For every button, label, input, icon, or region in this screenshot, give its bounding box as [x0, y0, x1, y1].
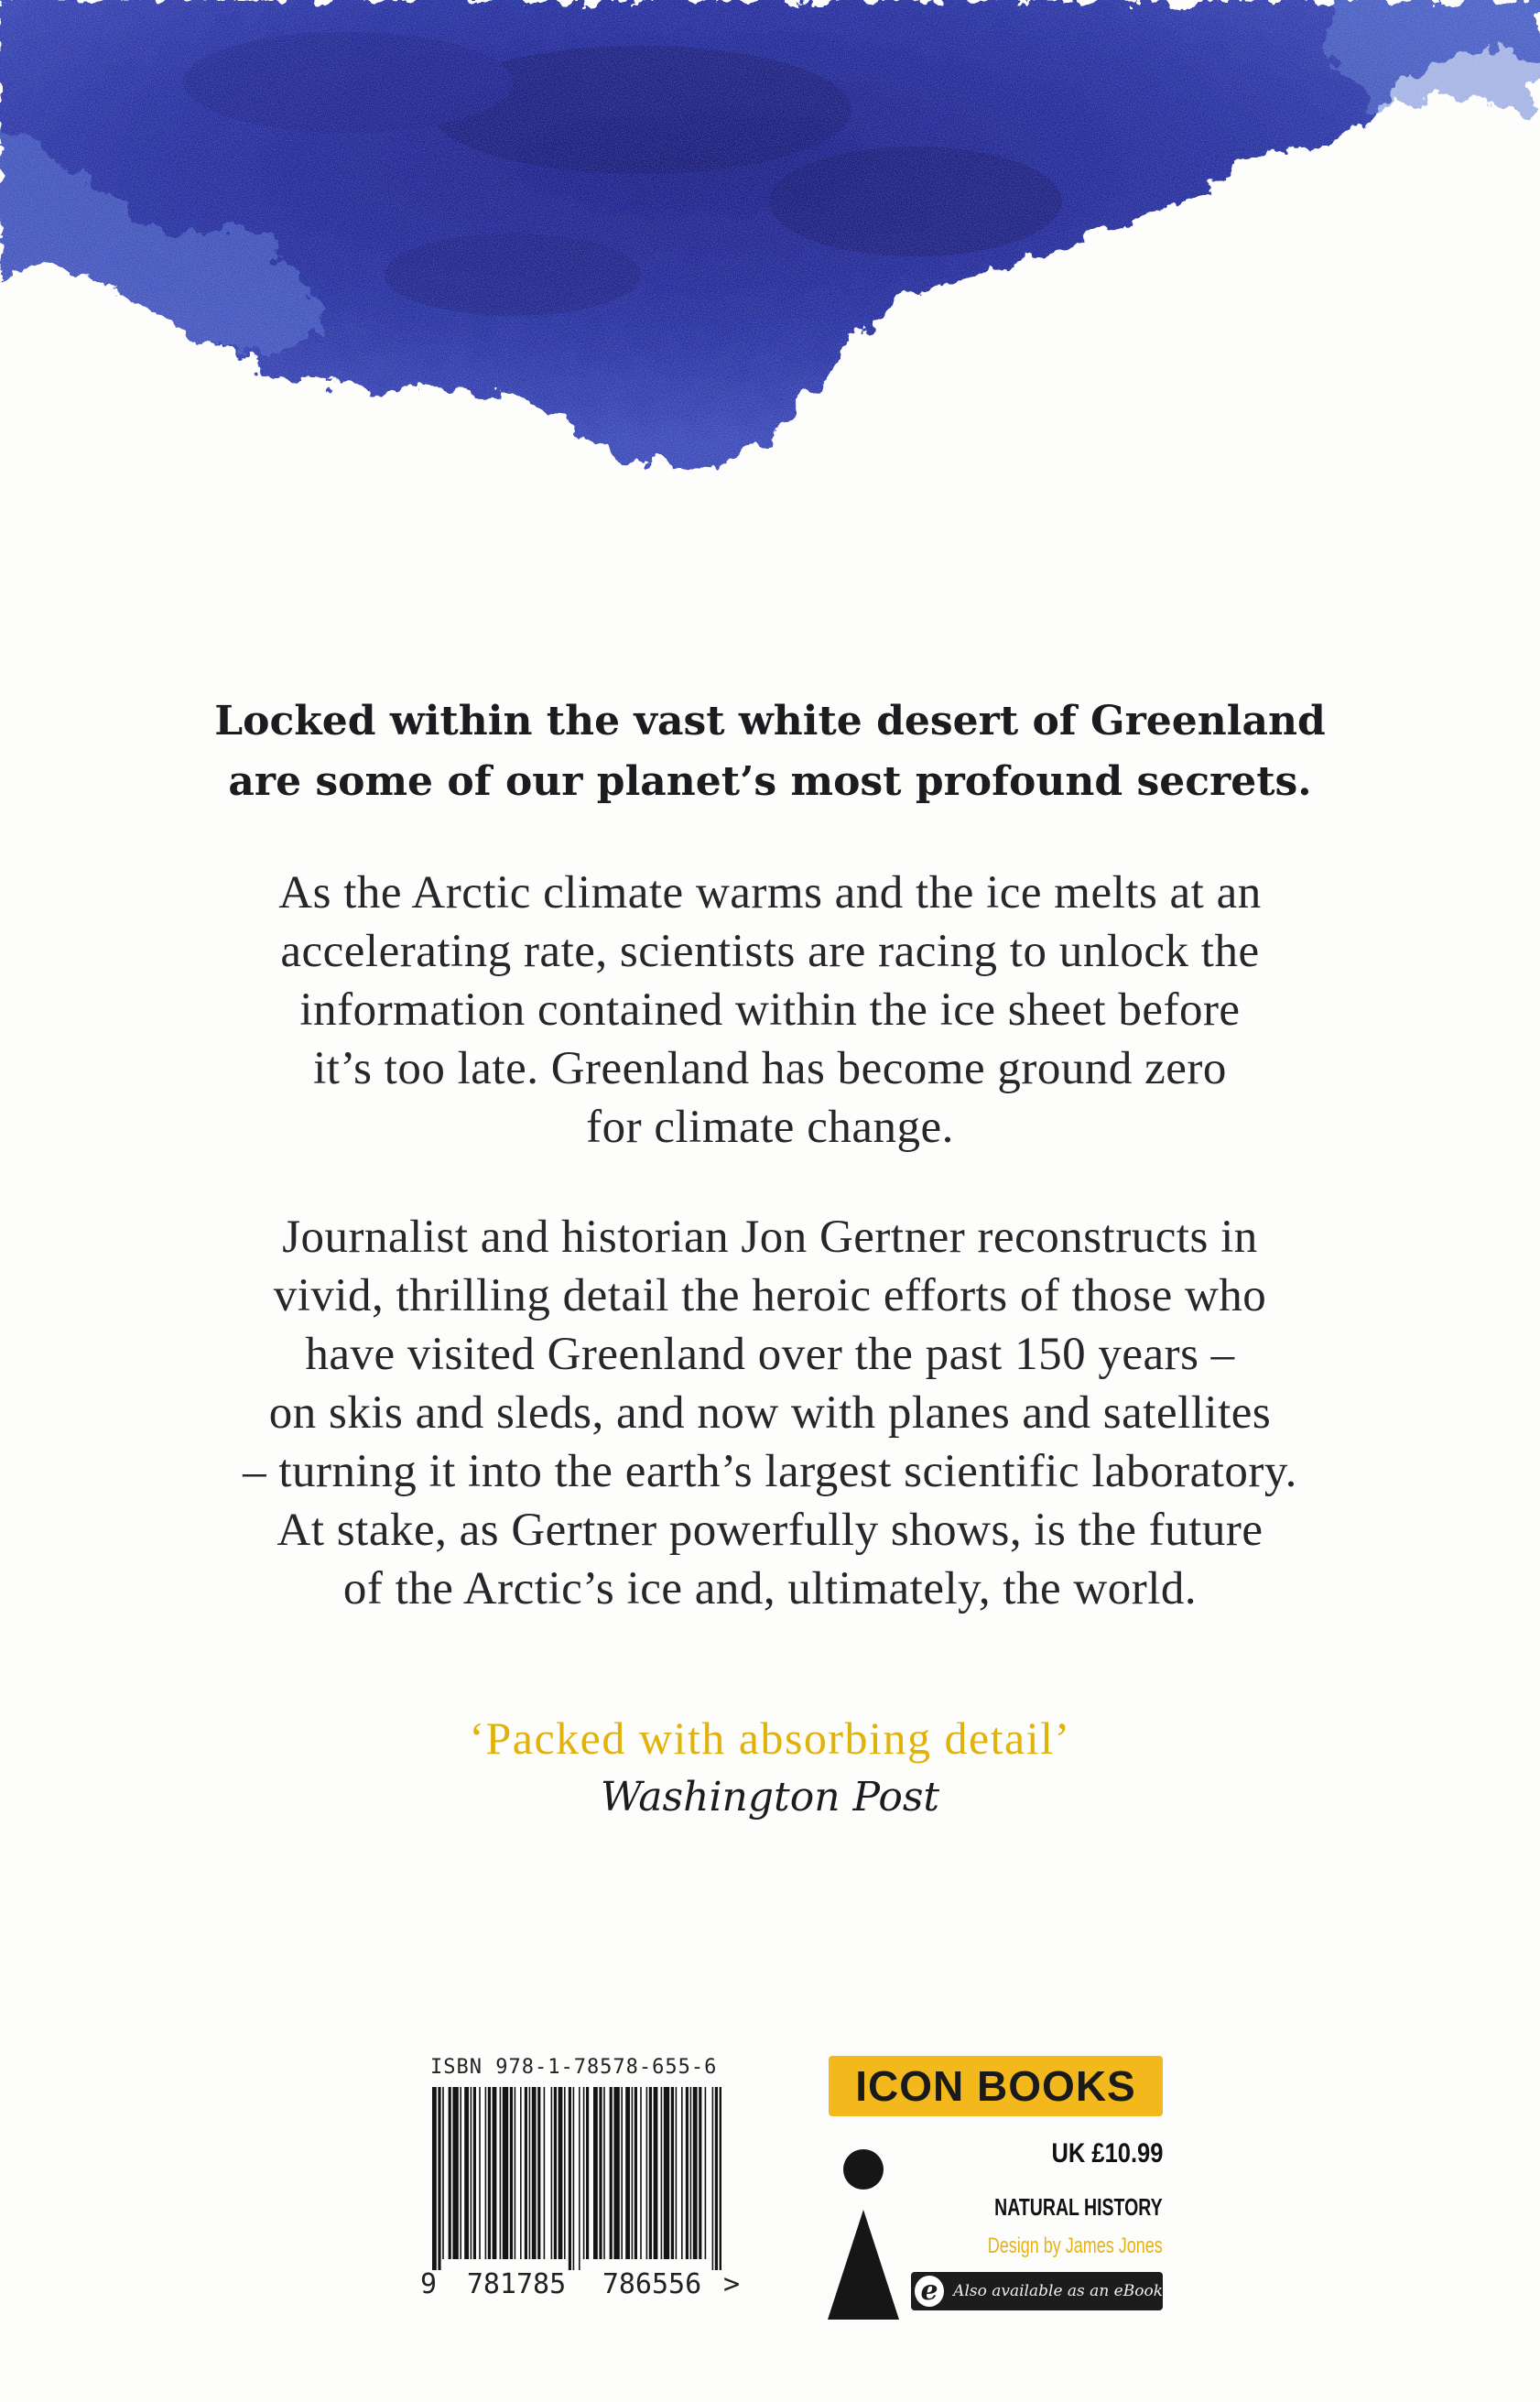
barcode-stripe: [579, 2087, 580, 2270]
barcode-stripe: [681, 2087, 683, 2259]
barcode-stripe: [621, 2087, 623, 2259]
blurb: [128, 691, 1412, 1669]
ebook-badge: [911, 2272, 1163, 2310]
ean-digit-group-2: 786556: [602, 2268, 702, 2300]
barcode-stripe: [690, 2087, 692, 2259]
barcode-stripe: [438, 2087, 440, 2270]
barcode-stripe: [442, 2087, 444, 2259]
barcode-stripe: [515, 2087, 516, 2259]
barcode-stripe: [632, 2087, 634, 2259]
barcode-stripe: [720, 2087, 721, 2270]
barcode-stripe: [544, 2087, 546, 2259]
paragraph-line: vivid, thrilling detail the heroic efforts of those who: [273, 1270, 1267, 1321]
ean-digit-prefix: 9: [419, 2268, 438, 2300]
barcode-block: [419, 2056, 755, 2317]
blurb-lead: [128, 691, 1412, 812]
barcode-stripe: [686, 2087, 689, 2259]
barcode-stripe: [715, 2087, 718, 2270]
barcode-stripe: [537, 2087, 540, 2259]
barcode-stripe: [625, 2087, 630, 2259]
ean-digit-group-1: 781785: [466, 2268, 567, 2300]
paragraph-line: As the Arctic climate warms and the ice melts at an: [278, 867, 1262, 918]
barcode-stripe: [586, 2087, 589, 2259]
ean-arrow: >: [723, 2268, 741, 2300]
barcode-stripe: [479, 2087, 481, 2259]
barcode-stripe: [564, 2087, 566, 2259]
paragraph-line: on skis and sleds, and now with planes and satellites: [268, 1387, 1272, 1439]
barcode-stripe: [610, 2087, 613, 2259]
barcode-stripe: [529, 2087, 531, 2259]
paragraph-line: At stake, as Gertner powerfully shows, is the future: [277, 1505, 1263, 1556]
barcode-stripe: [593, 2087, 598, 2259]
barcode-stripe: [664, 2087, 669, 2259]
icon-books-logo-icon: [824, 2140, 903, 2323]
barcode-stripe: [485, 2087, 487, 2259]
blurb-paragraph-2: [128, 1208, 1412, 1618]
barcode-stripe: [525, 2087, 527, 2259]
barcode-stripe: [654, 2087, 658, 2259]
barcode-stripe: [693, 2087, 698, 2259]
barcode-stripe: [488, 2087, 491, 2259]
barcode-stripe: [583, 2087, 585, 2259]
barcode-stripe: [464, 2087, 469, 2259]
review-quote: [128, 1708, 1412, 1827]
blurb-paragraph-1: [128, 864, 1412, 1157]
paragraph-line: information contained within the ice sheet before: [299, 984, 1241, 1036]
barcode-stripe: [503, 2087, 508, 2259]
barcode-stripe: [699, 2087, 701, 2259]
lead-line: are some of our planet’s most profound secrets.: [228, 758, 1312, 805]
barcode-stripe: [573, 2087, 575, 2270]
barcode-stripe: [554, 2087, 557, 2259]
paragraph-line: Journalist and historian Jon Gertner reconstructs in: [282, 1212, 1258, 1263]
barcode-stripe: [471, 2087, 472, 2259]
barcode-stripe: [613, 2087, 619, 2259]
category: NATURAL HISTORY: [994, 2193, 1163, 2221]
barcode-stripe: [500, 2087, 502, 2259]
publisher-name-badge: ICON BOOKS: [829, 2056, 1163, 2116]
paragraph-line: of the Arctic’s ice and, ultimately, the world.: [342, 1563, 1198, 1614]
barcode-stripe: [661, 2087, 663, 2259]
design-credit: Design by James Jones: [987, 2234, 1163, 2258]
quote-source: Washington Post: [600, 1774, 940, 1821]
paragraph-line: it’s too late. Greenland has become ground zero: [313, 1043, 1227, 1094]
barcode-stripe: [603, 2087, 605, 2259]
price: UK £10.99: [1051, 2138, 1163, 2168]
barcode-stripe: [649, 2087, 652, 2259]
ebook-note: Also available as an eBook: [953, 2282, 1163, 2300]
barcode-stripe: [569, 2087, 571, 2270]
barcode-stripe: [520, 2087, 522, 2259]
barcode-stripe: [460, 2087, 461, 2259]
barcode-stripe: [532, 2087, 537, 2259]
barcode-stripe: [473, 2087, 476, 2259]
barcode-stripe: [432, 2087, 437, 2270]
lead-line: Locked within the vast white desert of Greenland: [214, 698, 1326, 745]
barcode-stripe: [676, 2087, 678, 2259]
barcode-stripe: [646, 2087, 648, 2259]
barcode-stripe: [559, 2087, 563, 2259]
quote-text: ‘Packed with absorbing detail’: [469, 1712, 1071, 1764]
barcode-stripe: [449, 2087, 451, 2259]
barcode-stripe: [671, 2087, 674, 2259]
paragraph-line: accelerating rate, scientists are racing to unlock the: [280, 926, 1260, 977]
barcode-stripe: [640, 2087, 642, 2259]
barcode-stripe: [599, 2087, 602, 2259]
paragraph-line: for climate change.: [586, 1102, 954, 1153]
barcode-stripe: [712, 2087, 714, 2270]
paragraph-line: – turning it into the earth’s largest scientific laboratory.: [243, 1446, 1297, 1497]
barcode-stripe: [452, 2087, 458, 2259]
barcode-bars: [430, 2087, 721, 2270]
paragraph-line: have visited Greenland over the past 150 years –: [305, 1329, 1235, 1380]
barcode-stripe: [634, 2087, 637, 2259]
publisher-block: [824, 2056, 1172, 2331]
isbn-label: ISBN 978-1-78578-655-6: [430, 2056, 718, 2079]
barcode-stripe: [510, 2087, 513, 2259]
barcode-stripe: [705, 2087, 707, 2259]
ean-digits: [412, 2268, 760, 2300]
barcode-stripe: [493, 2087, 497, 2259]
e-letter-icon: e: [915, 2276, 944, 2307]
barcode-stripe: [551, 2087, 553, 2259]
watercolour-ink-illustration: [0, 0, 1540, 513]
